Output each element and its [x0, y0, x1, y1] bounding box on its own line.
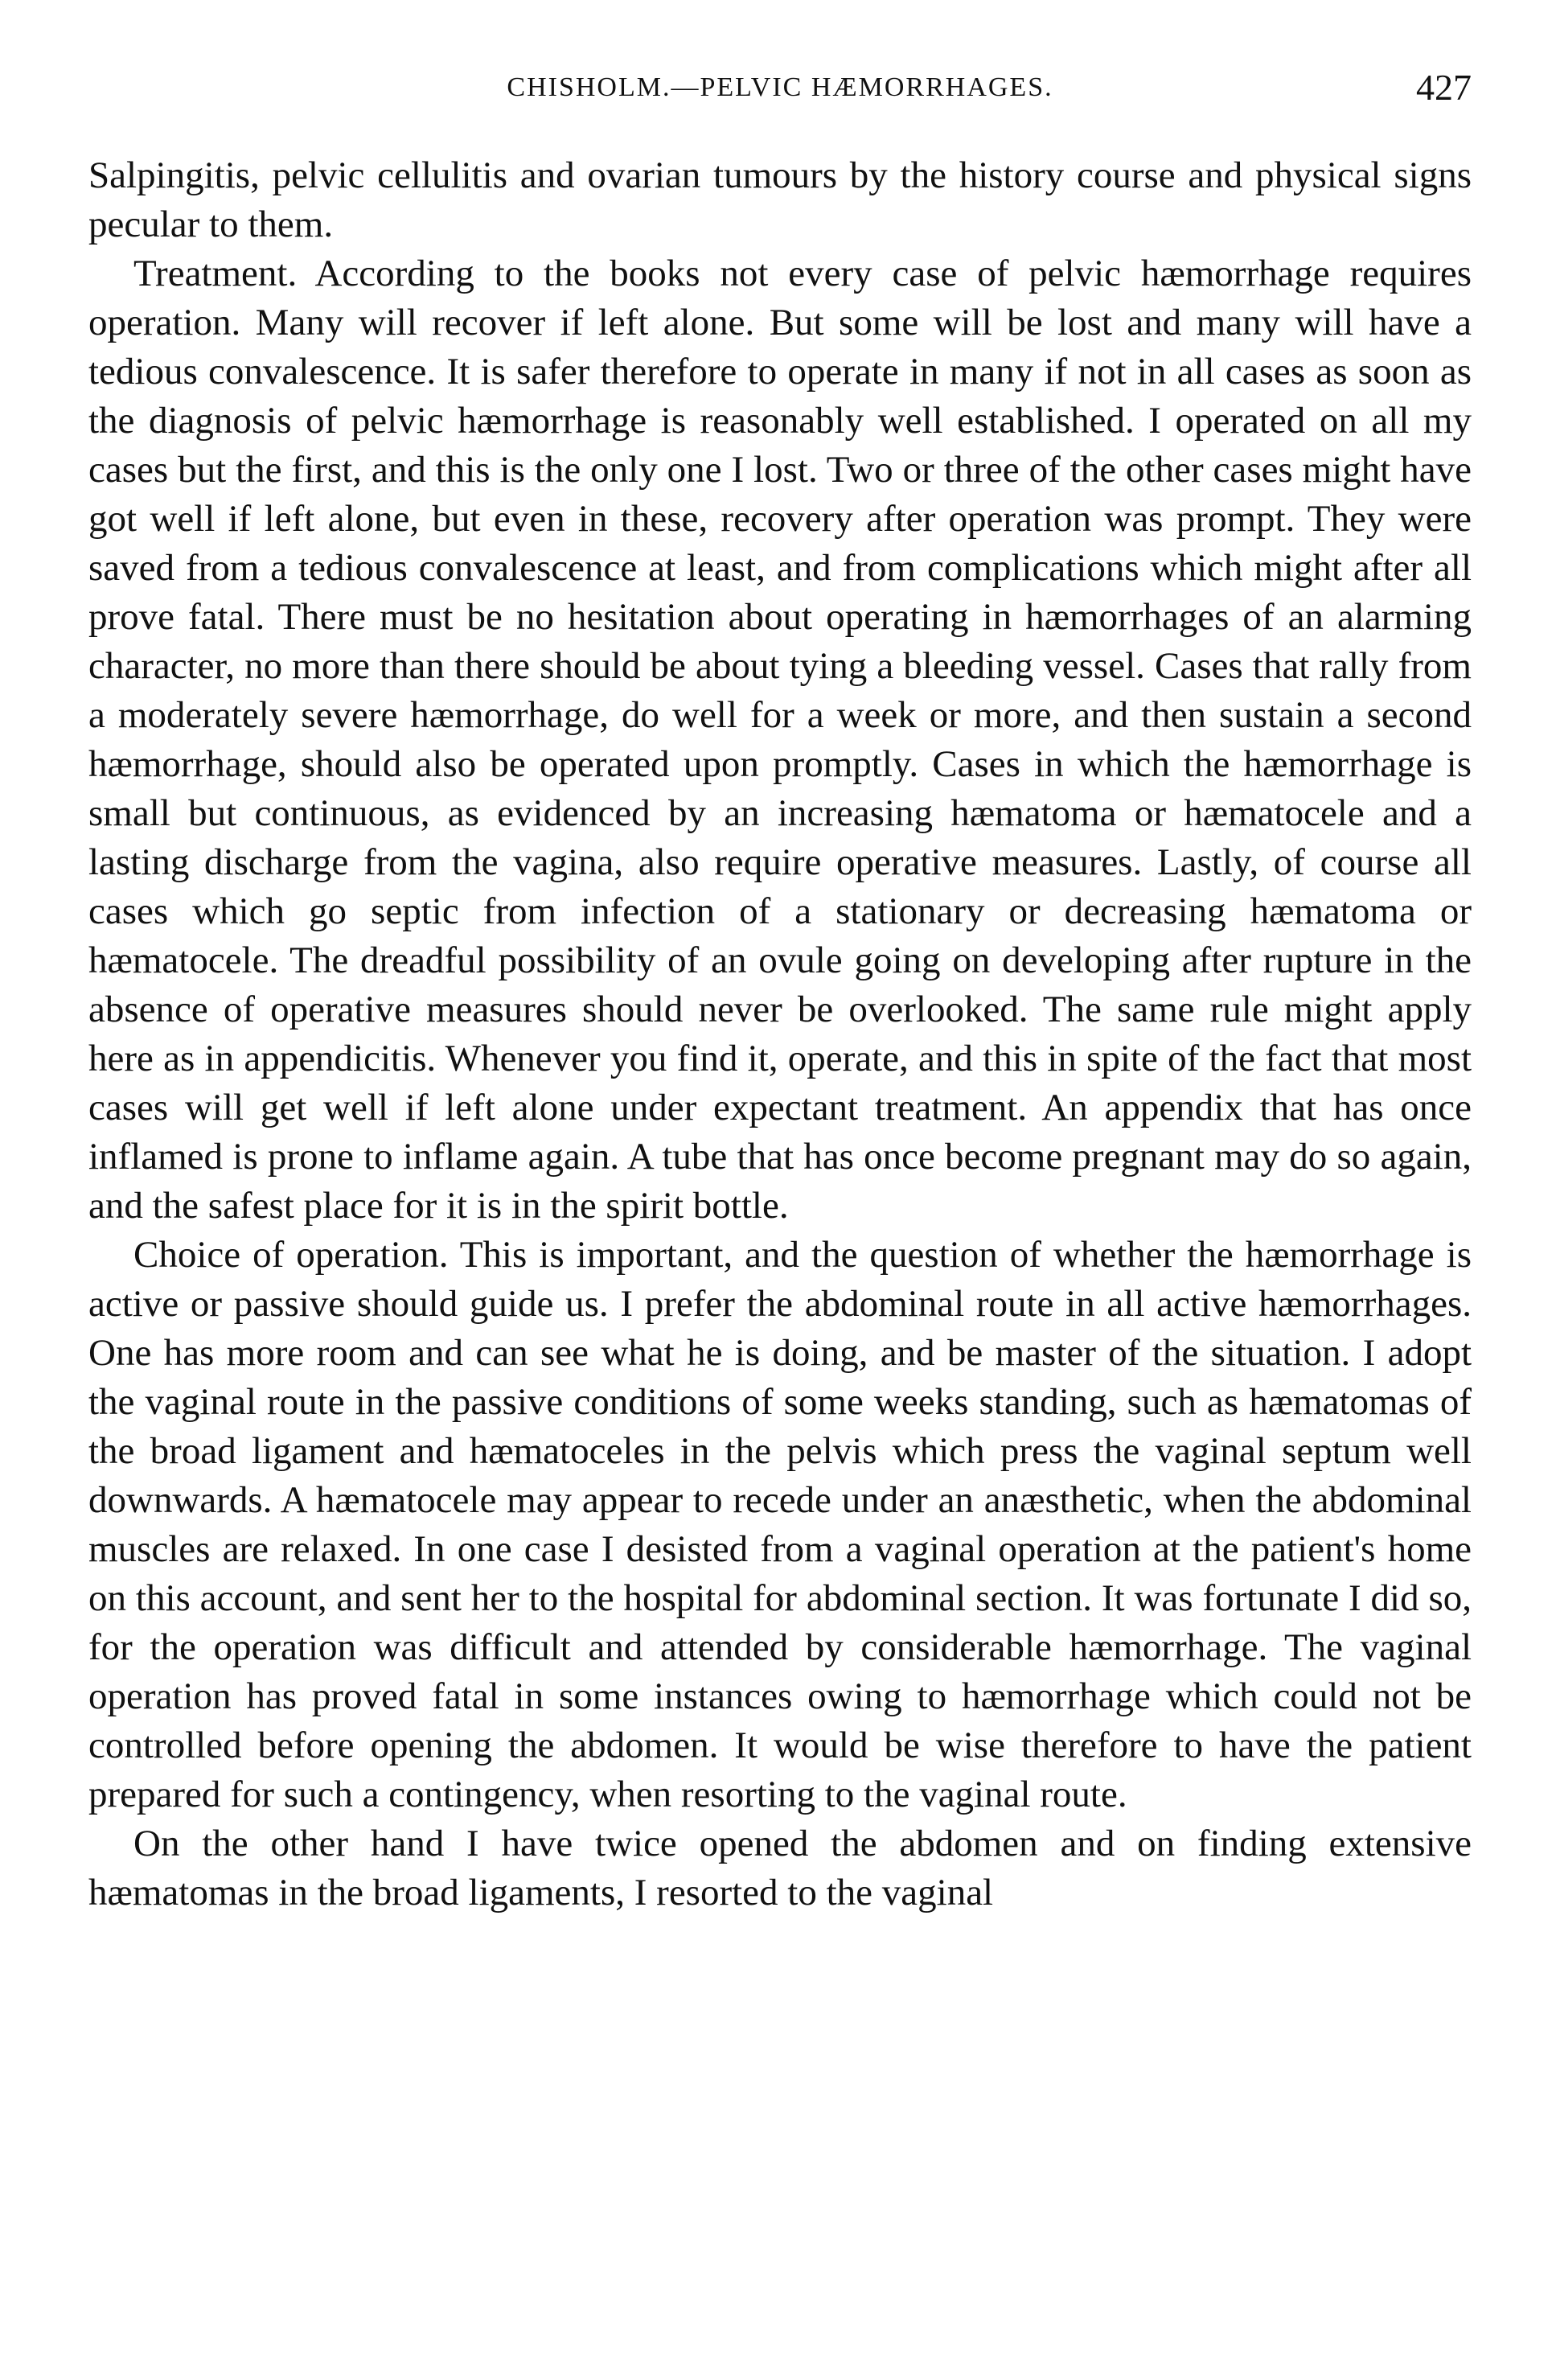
running-head [88, 63, 1472, 111]
paragraph: Salpingitis, pelvic cellulitis and ovarian tumours by the history course and physical signs pecular to them. [88, 154, 1472, 245]
body-text [88, 151, 1472, 1918]
running-title: CHISHOLM.—PELVIC HÆMORRHAGES. [507, 72, 1053, 102]
paragraph: Treatment. According to the books not every case of pelvic hæmorrhage requires operation. Many will recover if left alone. But some will be lost and many will have a tedious convalescence. It is safer therefore to operate in many if not in all cases as soon as the diagnosis of pelvic hæmorrhage is reasonably well established. I operated on all my cases but the first, and this is the only one I lost. Two or three of the other cases might have got well if left alone, but even in these, recovery after operation was prompt. They were saved from a tedious convalescence at least, and from complications which might after all prove fatal. There must be no hesitation about operating in hæmorrhages of an alarming character, no more than there should be about tying a bleeding vessel. Cases that rally from a moderately severe hæmorrhage, do well for a week or more, and then sustain a second hæmorrhage, should also be operated upon promptly. Cases in which the hæmorrhage is small but continuous, as evidenced by an increasing hæmatoma or hæmatocele and a lasting discharge from the vagina, also require operative measures. Lastly, of course all cases which go septic from infection of a stationary or decreasing hæmatoma or hæmatocele. The dreadful possibility of an ovule going on developing after rupture in the absence of operative measures should never be overlooked. The same rule might apply here as in appendicitis. Whenever you find it, operate, and this in spite of the fact that most cases will get well if left alone under expectant treatment. An appendix that has once inflamed is prone to inflame again. A tube that has once become pregnant may do so again, and the safest place for it is in the spirit bottle. [88, 253, 1472, 1227]
page-number: 427 [1416, 67, 1472, 108]
paragraph: On the other hand I have twice opened the abdomen and on finding extensive hæmatomas in the broad ligaments, I resorted to the vaginal [88, 1823, 1472, 1913]
paragraph: Choice of operation. This is important, and the question of whether the hæmorrhage is active or passive should guide us. I prefer the abdominal route in all active hæmorrhages. One has more room and can see what he is doing, and be master of the situation. I adopt the vaginal route in the passive conditions of some weeks standing, such as hæmatomas of the broad ligament and hæmatoceles in the pelvis which press the vaginal septum well downwards. A hæmatocele may appear to recede under an anæsthetic, when the abdominal muscles are relaxed. In one case I desisted from a vaginal operation at the patient's home on this account, and sent her to the hospital for abdominal section. It was fortunate I did so, for the operation was difficult and attended by considerable hæmorrhage. The vaginal operation has proved fatal in some instances owing to hæmorrhage which could not be controlled before opening the abdomen. It would be wise therefore to have the patient prepared for such a contingency, when resorting to the vaginal route. [88, 1234, 1472, 1815]
